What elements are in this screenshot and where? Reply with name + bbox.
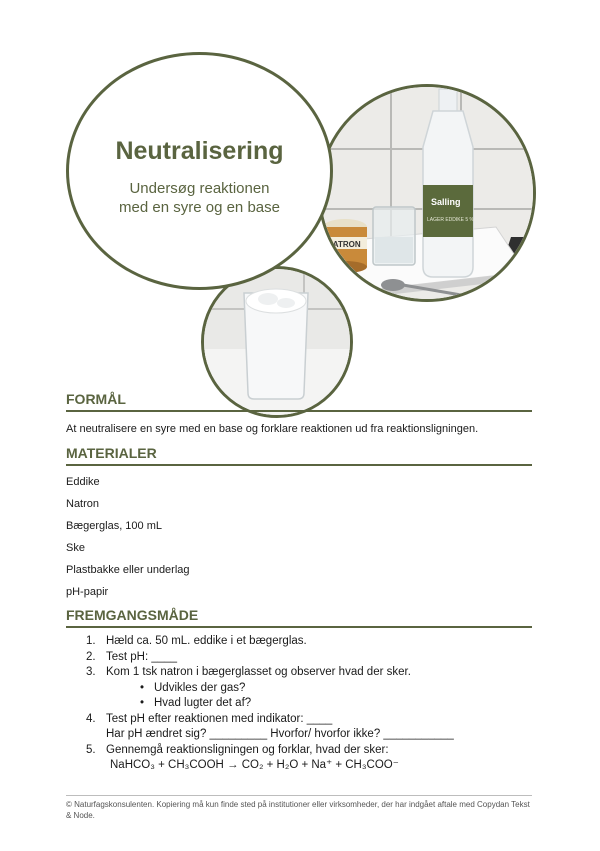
heading-materialer: MATERIALER: [66, 445, 532, 466]
step-number: 1.: [86, 635, 96, 647]
procedure-list: [66, 634, 536, 774]
step-text: Test pH: ____: [106, 650, 177, 663]
material-item: Eddike: [66, 476, 100, 488]
page-subtitle: [99, 179, 300, 217]
natron-tin-label: NATRON: [327, 240, 361, 249]
bullet-text: Hvad lugter det af?: [154, 697, 252, 709]
step-number: 3.: [86, 666, 96, 678]
subtitle-line-2: med en syre og en base: [119, 199, 280, 216]
material-item: pH-papir: [66, 586, 109, 598]
step-text: Test pH efter reaktionen med indikator: ____: [106, 712, 333, 725]
bullet-item: [66, 681, 536, 697]
step-text: Kom 1 tsk natron i bægerglasset og observer hvad der sker.: [106, 666, 411, 678]
bullet-item: [66, 696, 536, 712]
bullet-icon: •: [140, 681, 145, 694]
procedure-step: [66, 743, 536, 759]
material-item: Ske: [66, 542, 85, 554]
material-item: Plastbakke eller underlag: [66, 564, 190, 576]
procedure-step: [66, 665, 536, 681]
heading-formaal: FORMÅL: [66, 391, 532, 412]
bullet-text: Udvikles der gas?: [154, 681, 246, 694]
vinegar-setup-illustration: [321, 87, 533, 299]
step-number: 5.: [86, 743, 96, 756]
subtitle-line-1: Undersøg reaktionen: [129, 180, 270, 197]
procedure-step: [66, 712, 536, 728]
page-title: Neutralisering: [115, 137, 284, 165]
step-text: Hæld ca. 50 mL. eddike i et bægerglas.: [106, 635, 307, 647]
procedure-step: [66, 650, 536, 666]
step-4-followup: Har pH ændret sig? _________ Hvorfor/ hvorfor ikke? ___________: [106, 728, 454, 740]
reaction-equation: NaHCO₃ + CH₃COOH → CO₂ + H₂O + Na⁺ + CH₃COO⁻: [110, 759, 399, 771]
bottle-label: Salling: [431, 197, 461, 207]
hero-section: [0, 0, 600, 380]
material-item: Natron: [66, 498, 100, 510]
bottle-sublabel: LAGER EDDIKE 5 %: [427, 217, 474, 223]
footer-divider: [66, 795, 532, 796]
procedure-step: [66, 634, 536, 650]
copyright-footer: © Naturfagskonsulenten. Kopiering må kun finde sted på institutioner eller virksomheder, der har indgået aftale med Copydan Tekst & Node.: [66, 800, 530, 820]
title-circle: [66, 52, 333, 290]
formaal-text: At neutralisere en syre med en base og forklare reaktionen ud fra reaktionsligningen.: [66, 423, 479, 435]
step-text: Gennemgå reaktionsligningen og forklar, hvad der sker:: [106, 743, 389, 756]
step-number: 2.: [86, 650, 96, 663]
heading-fremgangsmaade: FREMGANGSMÅDE: [66, 607, 532, 628]
photo-vinegar-setup: [318, 84, 536, 302]
bullet-icon: •: [140, 697, 145, 709]
material-item: Bægerglas, 100 mL: [66, 520, 162, 532]
step-number: 4.: [86, 712, 96, 725]
